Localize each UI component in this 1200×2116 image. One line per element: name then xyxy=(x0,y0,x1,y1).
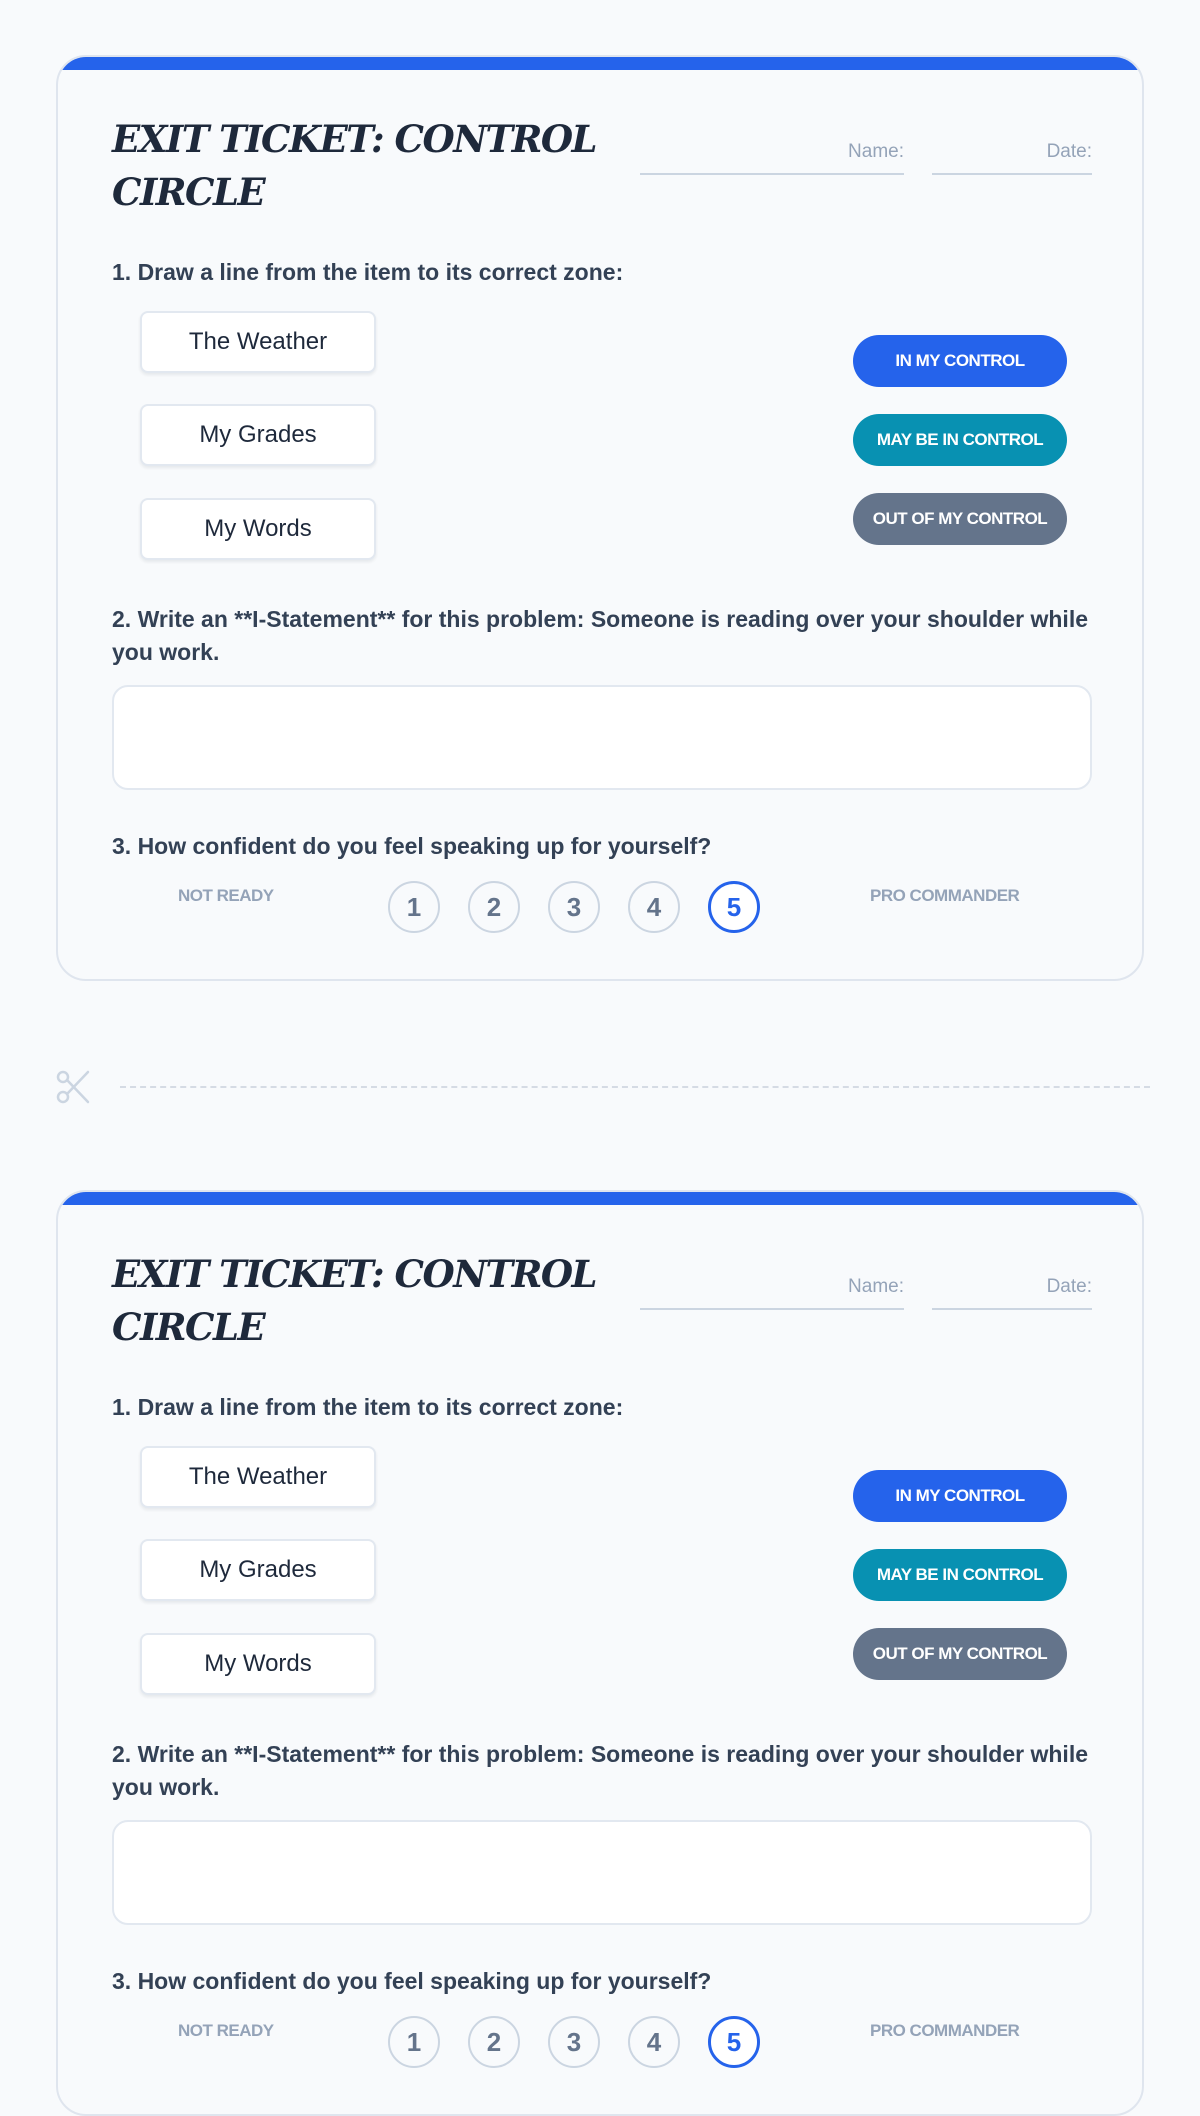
exit-ticket-2 xyxy=(56,1190,1144,2116)
i-statement-answer-box[interactable] xyxy=(112,1820,1092,1925)
ticket-accent-bar xyxy=(58,1192,1142,1205)
item-my-grades[interactable]: My Grades xyxy=(140,1539,376,1601)
zone-may-be-in-control[interactable]: MAY BE IN CONTROL xyxy=(853,1549,1067,1601)
rating-option-5[interactable]: 5 xyxy=(708,881,760,933)
scale-high-label: PRO COMMANDER xyxy=(870,886,1020,905)
rating-option-3[interactable]: 3 xyxy=(548,2016,600,2068)
name-field[interactable] xyxy=(640,141,904,175)
ticket-title: EXIT TICKET: CONTROL CIRCLE xyxy=(112,1252,597,1349)
zone-out-of-my-control[interactable]: OUT OF MY CONTROL xyxy=(853,493,1067,545)
date-label: Date: xyxy=(1046,1276,1092,1297)
rating-option-2[interactable]: 2 xyxy=(468,2016,520,2068)
name-label: Name: xyxy=(848,1276,904,1297)
scale-low-label: NOT READY xyxy=(178,2021,274,2040)
item-my-words[interactable]: My Words xyxy=(140,498,376,560)
question-2-prompt: 2. Write an **I-Statement** for this problem: Someone is reading over your shoulder while you work. xyxy=(112,1741,1088,1800)
rating-option-3[interactable]: 3 xyxy=(548,881,600,933)
question-1-prompt: 1. Draw a line from the item to its correct zone: xyxy=(112,1394,624,1420)
date-label: Date: xyxy=(1046,141,1092,162)
name-field[interactable] xyxy=(640,1276,904,1310)
item-the-weather[interactable]: The Weather xyxy=(140,311,376,373)
date-field[interactable] xyxy=(932,141,1092,175)
cut-line xyxy=(56,1070,1150,1100)
rating-option-4[interactable]: 4 xyxy=(628,881,680,933)
i-statement-answer-box[interactable] xyxy=(112,685,1092,790)
scale-high-label: PRO COMMANDER xyxy=(870,2021,1020,2040)
rating-option-5[interactable]: 5 xyxy=(708,2016,760,2068)
zone-in-my-control[interactable]: IN MY CONTROL xyxy=(853,1470,1067,1522)
item-the-weather[interactable]: The Weather xyxy=(140,1446,376,1508)
exit-ticket-1 xyxy=(56,55,1144,981)
item-my-words[interactable]: My Words xyxy=(140,1633,376,1695)
ticket-title: EXIT TICKET: CONTROL CIRCLE xyxy=(112,117,597,214)
rating-option-4[interactable]: 4 xyxy=(628,2016,680,2068)
question-2-prompt: 2. Write an **I-Statement** for this problem: Someone is reading over your shoulder while you work. xyxy=(112,606,1088,665)
ticket-accent-bar xyxy=(58,57,1142,70)
dashed-cut-line xyxy=(120,1086,1150,1088)
zone-out-of-my-control[interactable]: OUT OF MY CONTROL xyxy=(853,1628,1067,1680)
rating-option-1[interactable]: 1 xyxy=(388,881,440,933)
rating-option-1[interactable]: 1 xyxy=(388,2016,440,2068)
scale-low-label: NOT READY xyxy=(178,886,274,905)
rating-option-2[interactable]: 2 xyxy=(468,881,520,933)
question-1-prompt: 1. Draw a line from the item to its correct zone: xyxy=(112,259,624,285)
question-3-prompt: 3. How confident do you feel speaking up for yourself? xyxy=(112,833,712,859)
question-3-prompt: 3. How confident do you feel speaking up for yourself? xyxy=(112,1968,712,1994)
item-my-grades[interactable]: My Grades xyxy=(140,404,376,466)
scissors-icon xyxy=(56,1070,90,1104)
zone-may-be-in-control[interactable]: MAY BE IN CONTROL xyxy=(853,414,1067,466)
date-field[interactable] xyxy=(932,1276,1092,1310)
name-label: Name: xyxy=(848,141,904,162)
zone-in-my-control[interactable]: IN MY CONTROL xyxy=(853,335,1067,387)
